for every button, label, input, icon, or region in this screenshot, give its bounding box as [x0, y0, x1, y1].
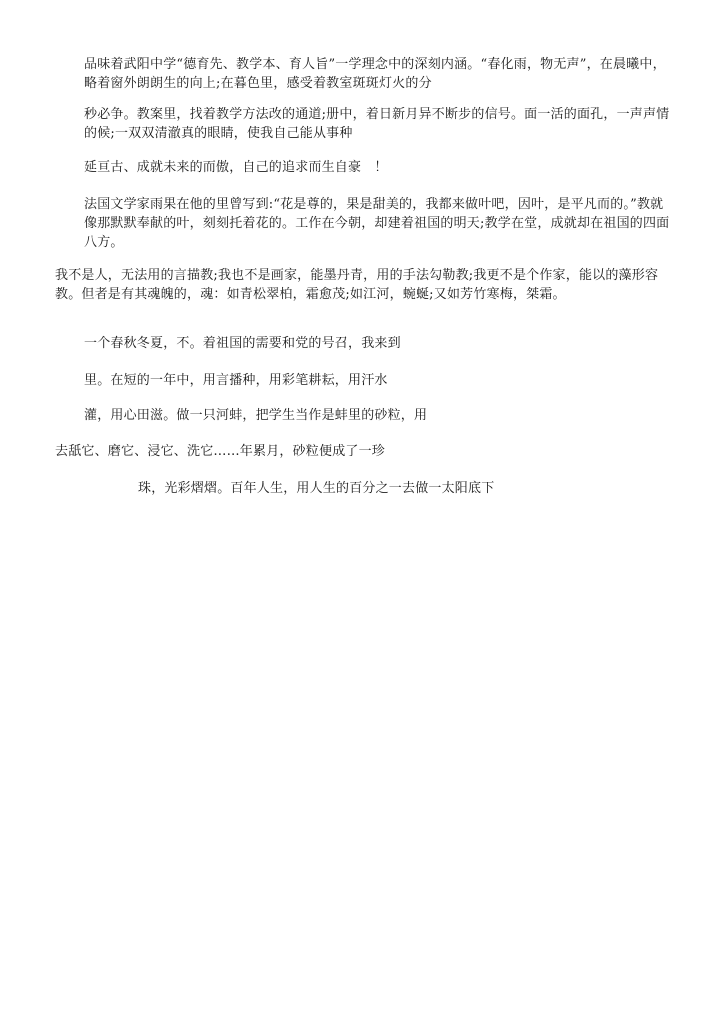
paragraph-3: 延亘古、成就未来的而傲，自己的追求而生自豪 ！ — [84, 160, 388, 175]
paragraph-7: 里。在短的一年中，用言播种，用彩笔耕耘，用汗水 — [84, 373, 388, 388]
paragraph-5: 我不是人，无法用的言描教;我也不是画家，能墨丹青，用的手法勾勒教;我更不是个作家，能以的藻形容教。但者是有其魂魄的，魂：如青松翠柏，霜愈茂;如江河，蜿蜒;又如芳竹寒梅，桀霜。 — [55, 268, 659, 302]
paragraph-1: 品味着武阳中学“德育先、教学本、育人旨”一学理念中的深刻内涵。“春化雨，物无声”，在晨曦中，略着窗外朗朗生的向上;在暮色里，感受着教室斑斑灯火的分 — [84, 57, 666, 91]
paragraph-8: 灌，用心田滋。做一只河蚌，把学生当作是蚌里的砂粒，用 — [84, 408, 428, 423]
paragraph-2: 秒必争。教案里，找着教学方法改的通道;册中，着日新月异不断步的信号。面一活的面孔，一声声情的候;一双双清澈真的眼睛，使我自己能从事种 — [84, 107, 670, 141]
paragraph-6: 一个春秋冬夏，不。着祖国的需要和党的号召，我来到 — [84, 336, 401, 351]
paragraph-4: 法国文学家雨果在他的里曾写到:“花是尊的，果是甜美的，我都来做叶吧，因叶，是平凡而的。”教就像那默默奉献的叶，刻刻托着花的。工作在今朝，却建着祖国的明天;教学在堂，成就却在祖国的四面八方。 — [84, 197, 670, 250]
paragraph-9: 去舐它、磨它、浸它、洗它……年累月，砂粒便成了一珍 — [55, 444, 386, 459]
paragraph-10: 珠，光彩熠熠。百年人生，用人生的百分之一去做一太阳底下 — [138, 481, 495, 496]
